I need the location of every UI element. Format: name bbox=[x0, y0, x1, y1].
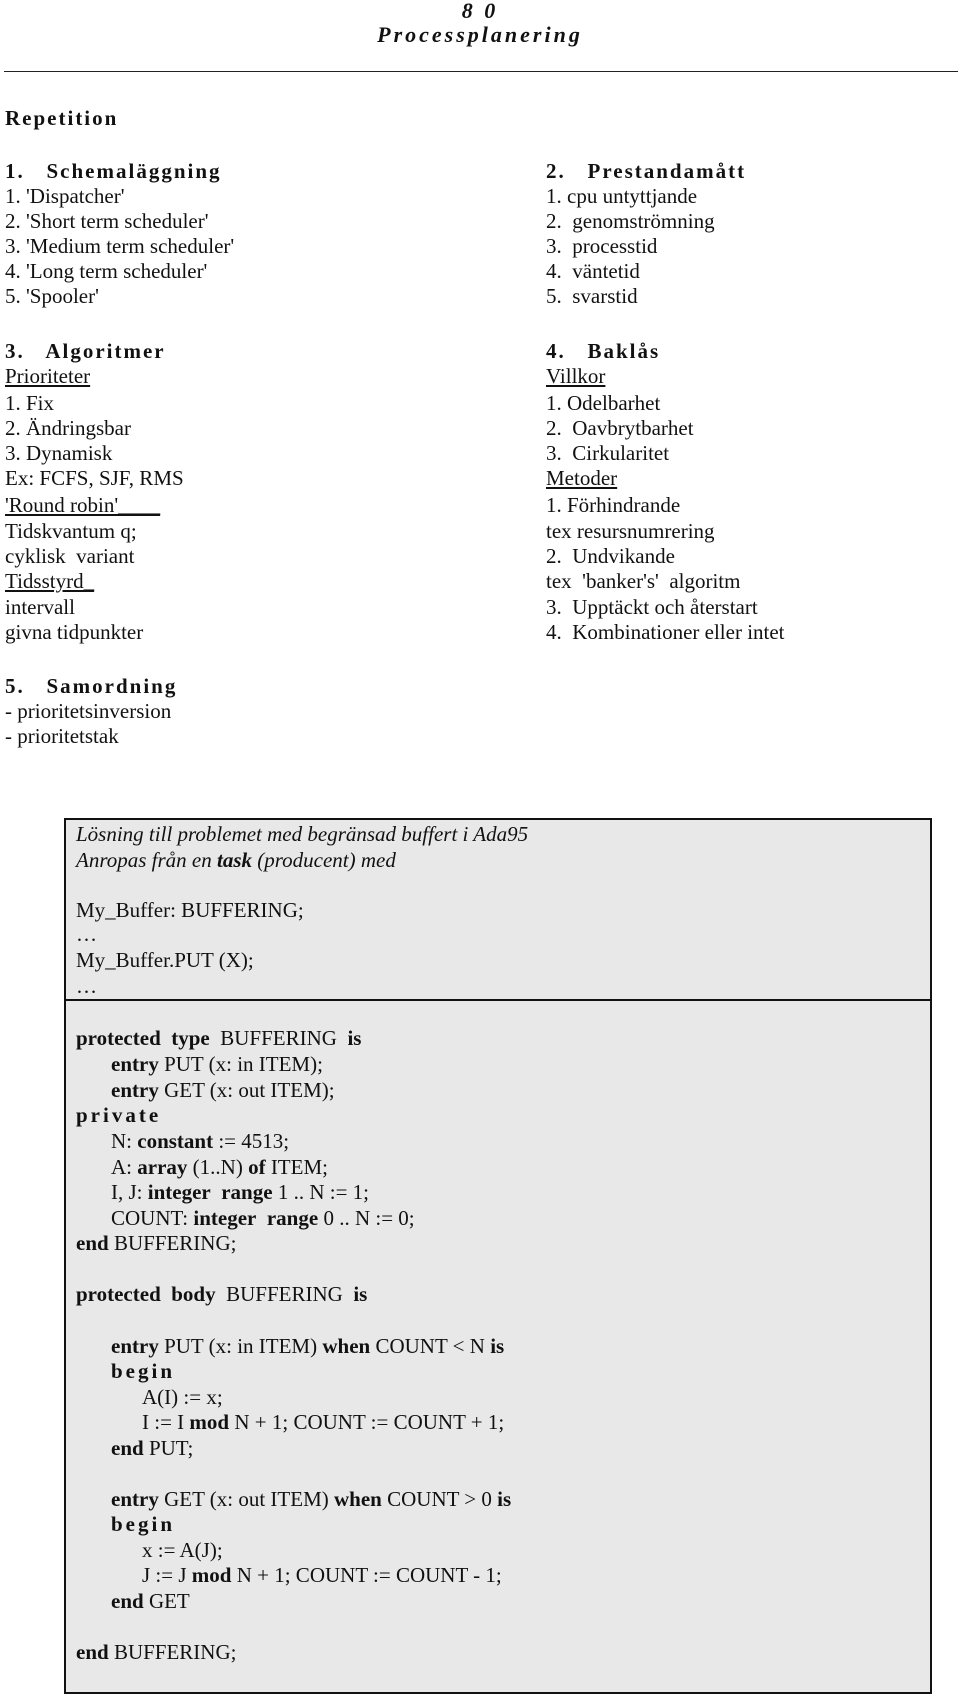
page-number: 8 0 bbox=[461, 0, 499, 23]
text-line: cyklisk variant bbox=[5, 544, 135, 568]
code-line: entry PUT (x: in ITEM) when COUNT < N is bbox=[111, 1334, 505, 1358]
text-line: intervall bbox=[5, 595, 75, 619]
section-schemalaggning-heading: 1. Schemaläggning bbox=[5, 159, 222, 183]
list-item: 4. väntetid bbox=[546, 259, 640, 283]
list-item: 3. Upptäckt och återstart bbox=[546, 595, 758, 619]
list-item: 4. 'Long term scheduler' bbox=[5, 259, 208, 283]
list-item: - prioritetstak bbox=[5, 724, 119, 748]
list-item: 2. Oavbrytbarhet bbox=[546, 416, 694, 440]
list-item: 3. Cirkularitet bbox=[546, 441, 670, 465]
text-line: Ex: FCFS, SJF, RMS bbox=[5, 466, 184, 490]
repetition-heading: Repetition bbox=[5, 106, 119, 130]
code-line: I := I mod N + 1; COUNT := COUNT + 1; bbox=[142, 1410, 505, 1434]
list-item: 2. 'Short term scheduler' bbox=[5, 209, 209, 233]
section-samordning-heading: 5. Samordning bbox=[5, 674, 178, 698]
text-line: tex resursnumrering bbox=[546, 519, 715, 543]
header-divider bbox=[4, 71, 958, 72]
section-baklas-heading: 4. Baklås bbox=[546, 339, 661, 363]
list-item: 2. Ändringsbar bbox=[5, 416, 131, 440]
list-item: 1. cpu untyttjande bbox=[546, 184, 698, 208]
code-line: private bbox=[76, 1103, 162, 1127]
list-item: 1. Fix bbox=[5, 391, 55, 415]
code-line: My_Buffer: BUFFERING; bbox=[76, 898, 304, 922]
subheading-tidsstyrd: Tidsstyrd_ bbox=[5, 569, 95, 593]
code-line: My_Buffer.PUT (X); bbox=[76, 948, 254, 972]
code-line: end BUFFERING; bbox=[76, 1231, 237, 1255]
code-line: begin bbox=[111, 1512, 176, 1536]
code-line: A(I) := x; bbox=[142, 1385, 223, 1409]
subheading-round-robin: 'Round robin'____ bbox=[5, 493, 161, 517]
box-caption: Lösning till problemet med begränsad buffert i Ada95 bbox=[76, 822, 529, 846]
list-item: 3. processtid bbox=[546, 234, 658, 258]
text-line: Tidskvantum q; bbox=[5, 519, 137, 543]
code-line: protected type BUFFERING is bbox=[76, 1026, 362, 1050]
list-item: 3. 'Medium term scheduler' bbox=[5, 234, 235, 258]
code-line: A: array (1..N) of ITEM; bbox=[111, 1155, 328, 1179]
subheading-prioriteter: Prioriteter bbox=[5, 364, 91, 388]
code-line: J := J mod N + 1; COUNT := COUNT - 1; bbox=[142, 1563, 502, 1587]
code-line: begin bbox=[111, 1359, 176, 1383]
section-algoritmer-heading: 3. Algoritmer bbox=[5, 339, 166, 363]
code-line: end BUFFERING; bbox=[76, 1640, 237, 1664]
text-line: givna tidpunkter bbox=[5, 620, 144, 644]
code-line: x := A(J); bbox=[142, 1538, 223, 1562]
list-item: 2. Undvikande bbox=[546, 544, 675, 568]
code-line: entry PUT (x: in ITEM); bbox=[111, 1052, 323, 1076]
section-prestandamatt-heading: 2. Prestandamått bbox=[546, 159, 747, 183]
list-item: 4. Kombinationer eller intet bbox=[546, 620, 785, 644]
subheading-metoder: Metoder bbox=[546, 466, 618, 490]
code-line: end PUT; bbox=[111, 1436, 194, 1460]
code-line: I, J: integer range 1 .. N := 1; bbox=[111, 1180, 369, 1204]
list-item: - prioritetsinversion bbox=[5, 699, 172, 723]
list-item: 1. Odelbarhet bbox=[546, 391, 661, 415]
page-title: Processplanering bbox=[377, 22, 583, 47]
list-item: 5. 'Spooler' bbox=[5, 284, 99, 308]
code-line: … bbox=[76, 922, 97, 946]
list-item: 1. 'Dispatcher' bbox=[5, 184, 125, 208]
list-item: 5. svarstid bbox=[546, 284, 638, 308]
code-line: protected body BUFFERING is bbox=[76, 1282, 368, 1306]
code-line: … bbox=[76, 974, 97, 998]
code-line: N: constant := 4513; bbox=[111, 1129, 290, 1153]
box-subcaption: Anropas från en task (producent) med bbox=[76, 848, 396, 872]
code-line: COUNT: integer range 0 .. N := 0; bbox=[111, 1206, 415, 1230]
code-line: entry GET (x: out ITEM) when COUNT > 0 is bbox=[111, 1487, 512, 1511]
code-line: end GET bbox=[111, 1589, 190, 1613]
list-item: 3. Dynamisk bbox=[5, 441, 113, 465]
text-line: tex 'banker's' algoritm bbox=[546, 569, 741, 593]
code-line: entry GET (x: out ITEM); bbox=[111, 1078, 335, 1102]
list-item: 1. Förhindrande bbox=[546, 493, 681, 517]
list-item: 2. genomströmning bbox=[546, 209, 715, 233]
subheading-villkor: Villkor bbox=[546, 364, 606, 388]
